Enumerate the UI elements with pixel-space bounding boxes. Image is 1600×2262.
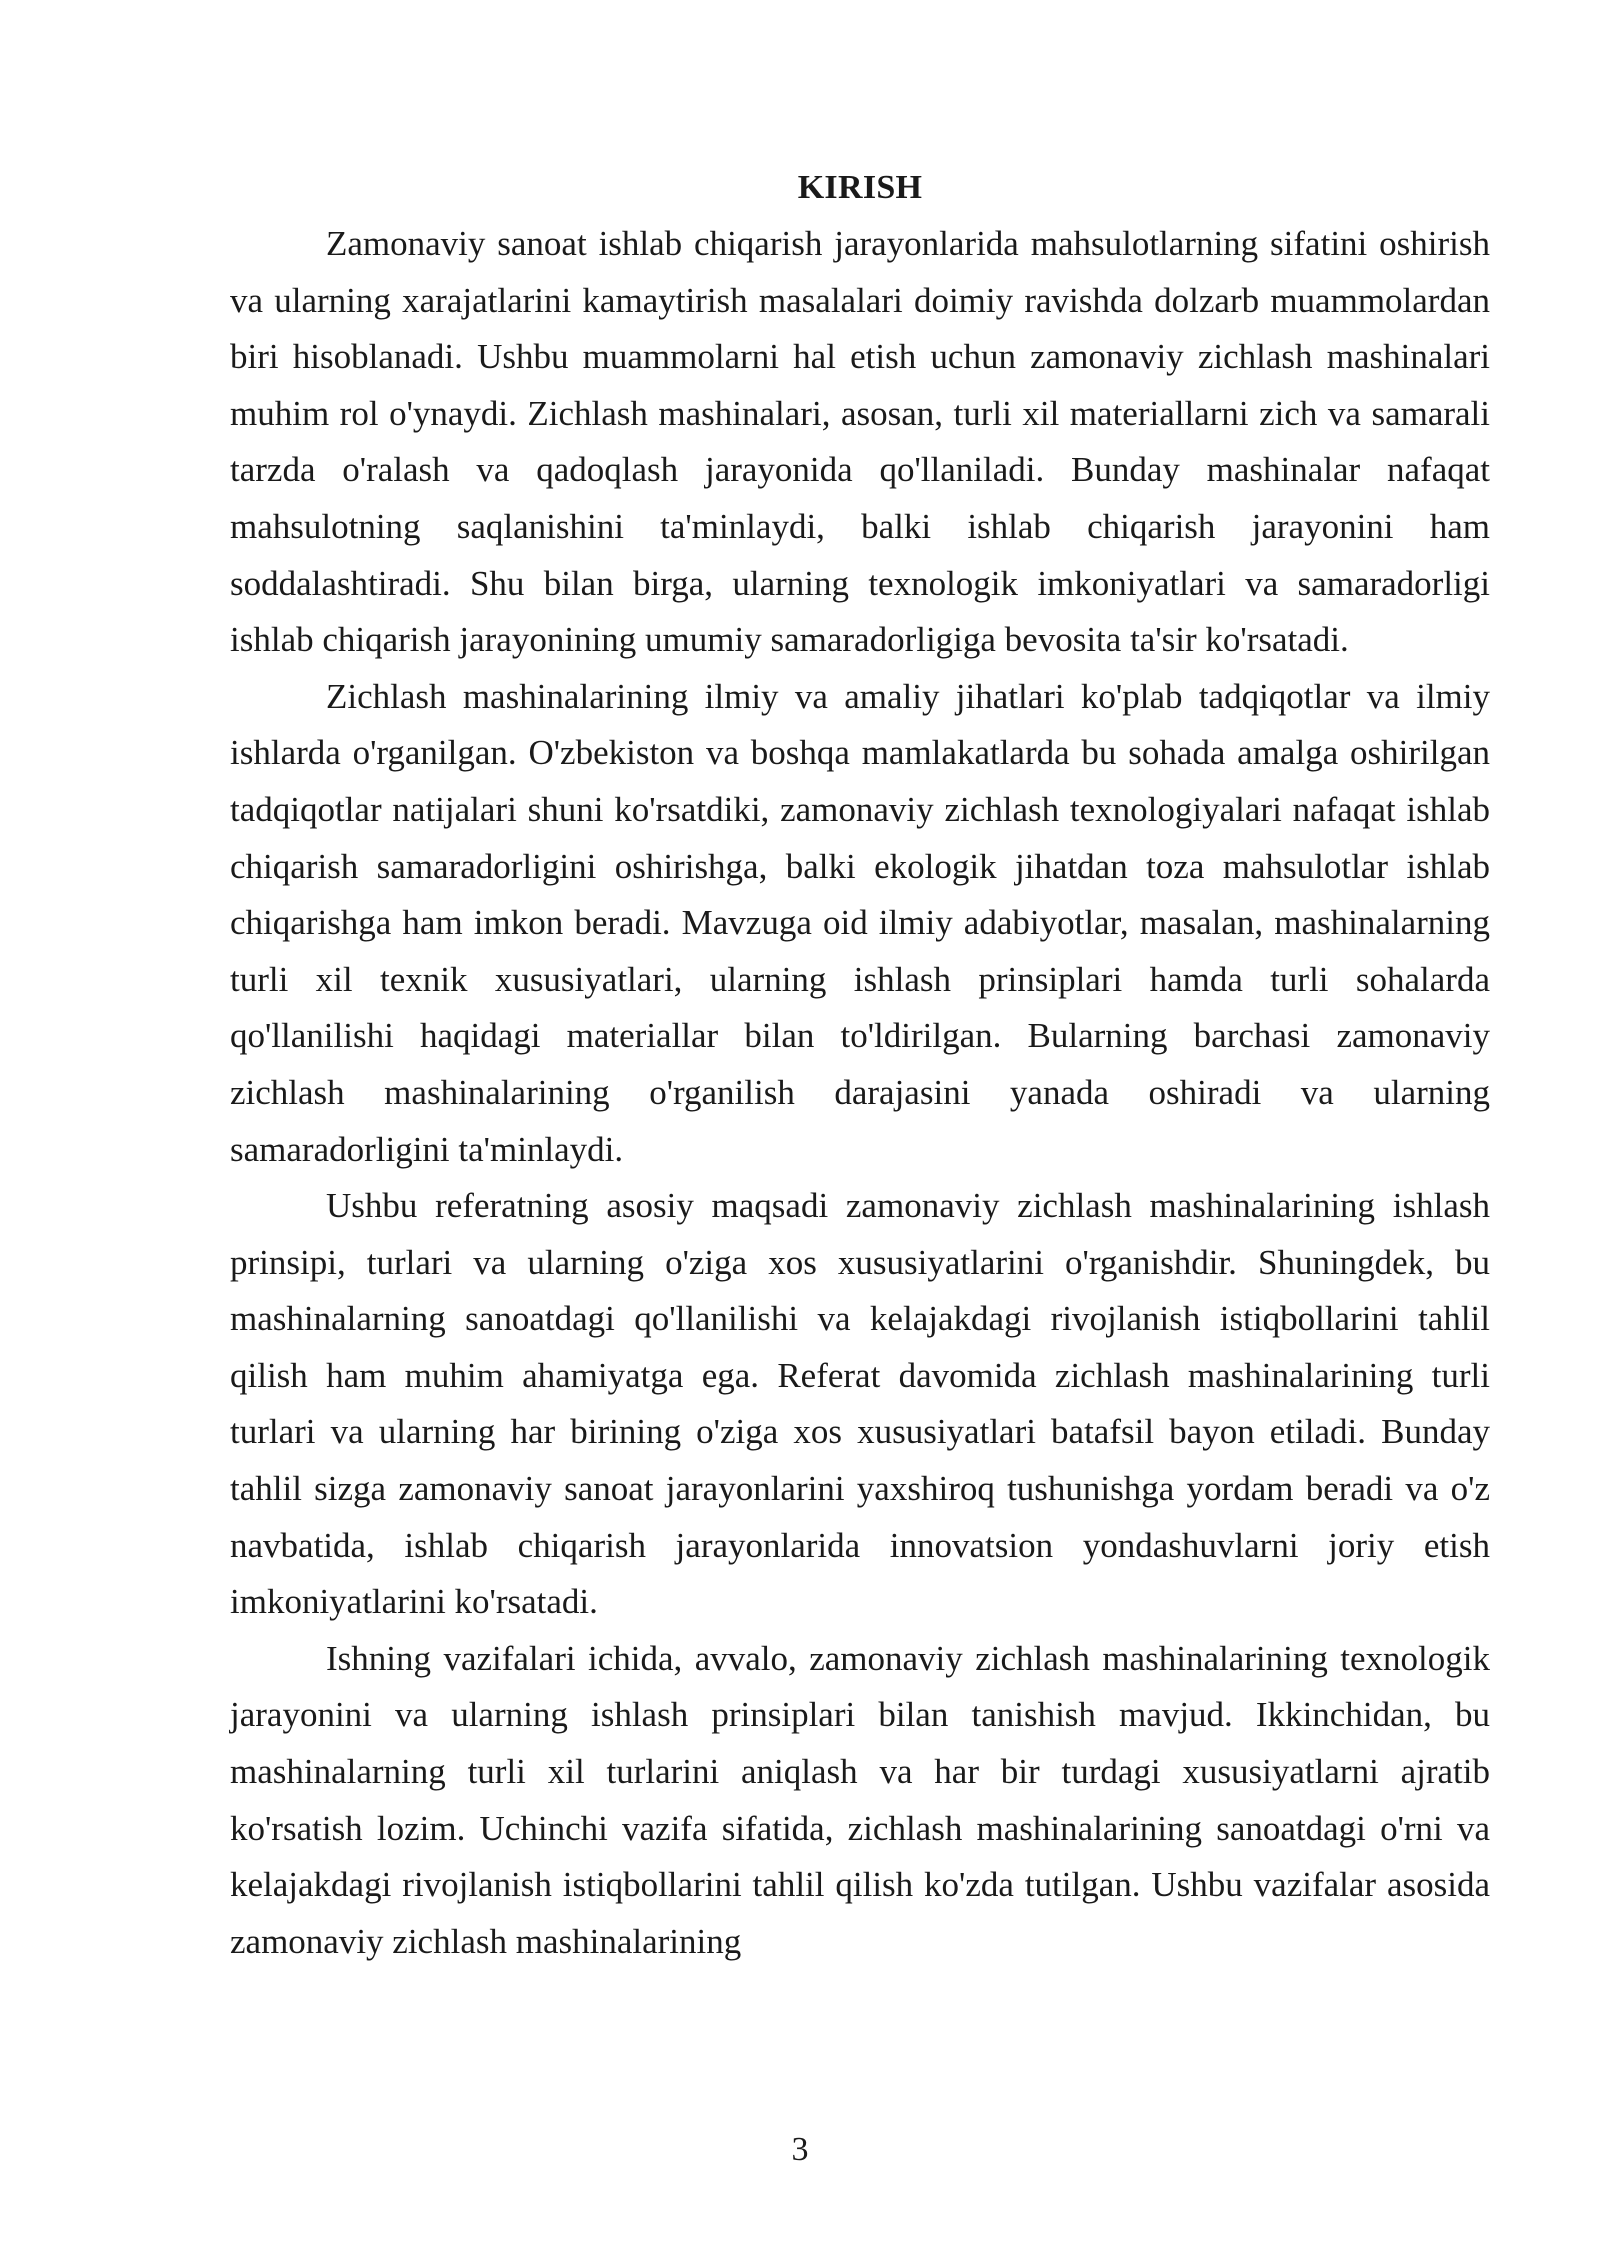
paragraph-4: Ishning vazifalari ichida, avvalo, zamonaviy zichlash mashinalarining texnologik jarayonini va ularning ishlash prinsiplari bilan tanishish mavjud. Ikkinchidan, bu mashinalarning turli xil turlarini aniqlash va har bir turdagi xususiyatlarni ajratib ko'rsatish lozim. Uchinchi vazifa sifatida, zichlash mashinalarining sanoatdagi o'rni va kelajakdagi rivojlanish istiqbollarini tahlil qilish ko'zda tutilgan. Ushbu vazifalar asosida zamonaviy zichlash mashinalarining (230, 1638, 1490, 1961)
paragraph-2: Zichlash mashinalarining ilmiy va amaliy jihatlari ko'plab tadqiqotlar va ilmiy ishlarda o'rganilgan. O'zbekiston va boshqa mamlakatlarda bu sohada amalga oshirilgan tadqiqotlar natijalari shuni ko'rsatdiki, zamonaviy zichlash texnologiyalari nafaqat ishlab chiqarish samaradorligini oshirishga, balki ekologik jihatdan toza mahsulotlar ishlab chiqarishga ham imkon beradi. Mavzuga oid ilmiy adabiyotlar, masalan, mashinalarning turli xil texnik xususiyatlari, ularning ishlash prinsiplari hamda turli sohalarda qo'llanilishi haqidagi materiallar bilan to'ldirilgan. Bularning barchasi zamonaviy zichlash mashinalarining o'rganilish darajasini yanada oshiradi va ularning samaradorligini ta'minlaydi. (230, 676, 1490, 1169)
paragraph-3: Ushbu referatning asosiy maqsadi zamonaviy zichlash mashinalarining ishlash prinsipi, turlari va ularning o'ziga xos xususiyatlarini o'rganishdir. Shuningdek, bu mashinalarning sanoatdagi qo'llanilishi va kelajakdagi rivojlanish istiqbollarini tahlil qilish ham muhim ahamiyatga ega. Referat davomida zichlash mashinalarining turli turlari va ularning har birining o'ziga xos xususiyatlari batafsil bayon etiladi. Bunday tahlil sizga zamonaviy sanoat jarayonlarini yaxshiroq tushunishga yordam beradi va o'z navbatida, ishlab chiqarish jarayonlarida innovatsion yondashuvlarni joriy etish imkoniyatlarini ko'rsatadi. (230, 1186, 1490, 1622)
paragraph-1: Zamonaviy sanoat ishlab chiqarish jarayonlarida mahsulotlarning sifatini oshirish va ularning xarajatlarini kamaytirish masalalari doimiy ravishda dolzarb muammolardan biri hisoblanadi. Ushbu muammolarni hal etish uchun zamonaviy zichlash mashinalari muhim rol o'ynaydi. Zichlash mashinalari, asosan, turli xil materiallarni zich va samarali tarzda o'ralash va qadoqlash jarayonida qo'llaniladi. Bunday mashinalar nafaqat mahsulotning saqlanishini ta'minlaydi, balki ishlab chiqarish jarayonini ham soddalashtiradi. Shu bilan birga, ularning texnologik imkoniyatlari va samaradorligi ishlab chiqarish jarayonining umumiy samaradorligiga bevosita ta'sir ko'rsatadi. (230, 224, 1490, 660)
page-title: KIRISH (797, 169, 923, 206)
page-number: 3 (791, 2131, 809, 2168)
page-content (230, 160, 1490, 1970)
